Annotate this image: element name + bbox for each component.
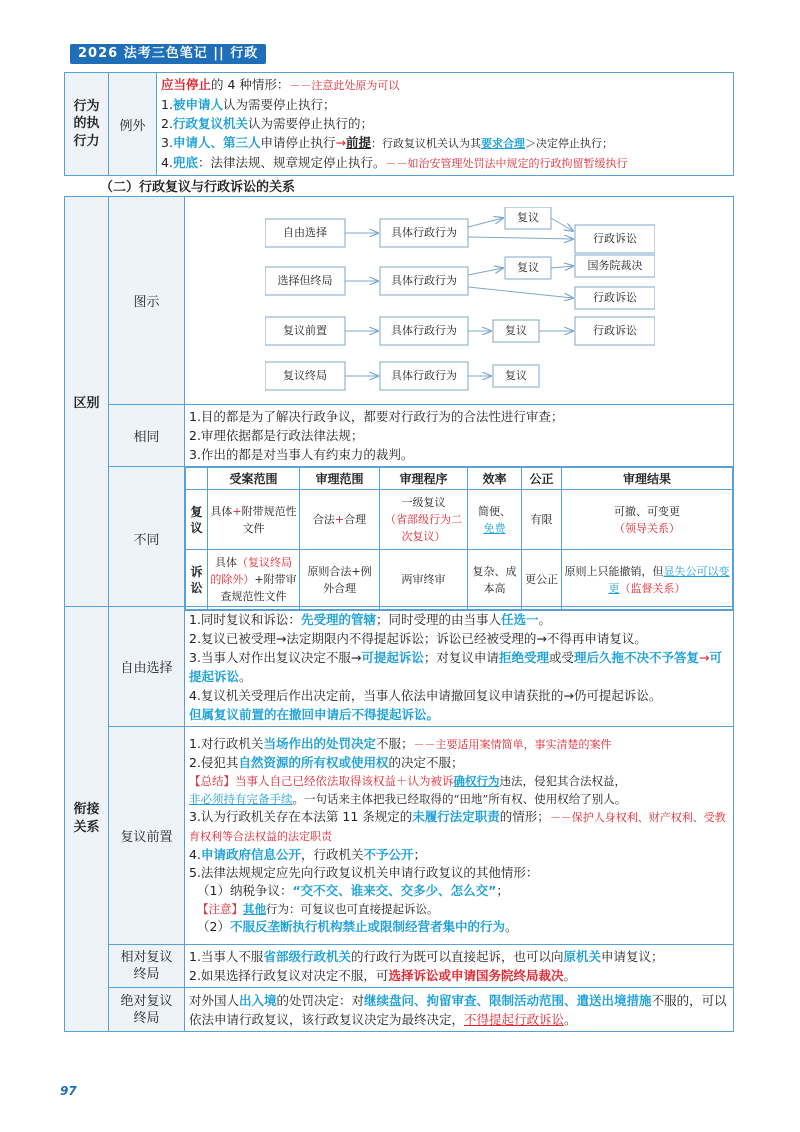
connection-table [64, 606, 734, 1032]
row-free-choice [265, 207, 655, 253]
suit-text-3: 行政诉讼 [593, 324, 637, 337]
row-suit-label: 诉讼 [186, 550, 208, 610]
suit-text-2: 行政诉讼 [593, 291, 637, 304]
specific-act-text-1: 具体行政行为 [391, 226, 457, 239]
free-choice-text: 自由选择 [283, 226, 327, 239]
col-fairness: 公正 [522, 468, 562, 490]
final-choice-text: 选择但终局 [277, 274, 333, 287]
compare-header-row [186, 468, 733, 490]
same-label: 相同 [109, 405, 185, 467]
free-choice-content: 1.同时复议和诉讼：先受理的管辖；同时受理的由当事人任选一。 2.复议已被受理→法定期限内不得提起诉讼；诉讼已经被受理的→不得再申请复议。 3.当事人对作出复议决定不服→可提起诉讼；对复议申请拒绝受理或受理后久拖不决不予答复→可提起诉讼。 4.复议机关受理后作出决定前，当事人依法申请撤回复议申请获批的→仍可提起诉讼。 但属复议前置的在撤回申请后不得提起诉讼。 [185, 607, 734, 727]
diagram-label: 图示 [109, 197, 185, 405]
relative-final-label: 相对复议终局 [109, 945, 185, 988]
section-title: （二）行政复议与行政诉讼的关系 [100, 180, 296, 195]
arrow-3 [468, 237, 573, 239]
absolute-final-label: 绝对复议终局 [109, 988, 185, 1032]
differ-label: 不同 [109, 467, 185, 611]
council-text: 国务院裁决 [587, 259, 643, 272]
compare-table [185, 467, 733, 610]
difference-table [64, 196, 734, 611]
page-number: 97 [60, 1084, 77, 1098]
pre-review-text: 复议前置 [283, 324, 327, 337]
difference-label: 区别 [65, 197, 109, 611]
header-banner: 2026 法考三色笔记 || 行政 [70, 44, 266, 64]
compare-row-suit: 诉讼 具体（复议终局的除外）+附带审查规范性文件 原则合法+例外合理 两审终审 复杂、成本高 更公正 原则上只能撤销，但显失公可以变更（监督关系） [186, 550, 733, 610]
row-review-label: 复议 [186, 490, 208, 550]
specific-act-text-3: 具体行政行为 [391, 324, 457, 337]
col-range: 审理范围 [300, 468, 380, 490]
compare-row-review: 复议 具体+附带规范性文件 合法+合理 一级复议 （省部级行为二次复议） 简便、 免费 有限 可撤、可变更 （领导关系） [186, 490, 733, 550]
row-final-choice [265, 255, 655, 309]
free-choice-label: 自由选择 [109, 607, 185, 727]
row-pre-review [265, 317, 655, 345]
same-content: 1.目的都是为了解决行政争议，都要对行政行为的合法性进行审查； 2.审理依据都是行政法律法规； 3.作出的都是对当事人有约束力的裁判。 [185, 405, 734, 467]
arrow-7 [551, 266, 573, 268]
col-scope: 受案范围 [208, 468, 300, 490]
specific-act-text-4: 具体行政行为 [391, 369, 457, 382]
arrow-2 [468, 218, 503, 227]
connection-label: 衔接关系 [65, 607, 109, 1032]
col-procedure: 审理程序 [380, 468, 468, 490]
suit-text-1: 行政诉讼 [593, 232, 637, 245]
final-review-text: 复议终局 [283, 369, 327, 382]
relative-final-content: 1.当事人不服省部级行政机关的行政行为既可以直接起诉，也可以向原机关申请复议； 2.如果选择行政复议对决定不服，可选择诉讼或申请国务院终局裁决。 [185, 945, 734, 988]
row-final-review [265, 362, 539, 390]
specific-act-text-2: 具体行政行为 [391, 274, 457, 287]
col-result: 审理结果 [562, 468, 733, 490]
diagram-cell [185, 197, 734, 405]
exception-label: 例外 [109, 73, 157, 176]
review-text-3: 复议 [505, 324, 527, 337]
review-text-2: 复议 [517, 261, 539, 274]
compare-cell [185, 467, 734, 611]
relationship-diagram [265, 207, 655, 393]
review-text-4: 复议 [505, 369, 527, 382]
pre-review-content: 1.对行政机关当场作出的处罚决定不服；－－主要适用案情简单，事实清楚的案件 2.侵犯其自然资源的所有权或使用权的决定不服； 【总结】当事人自己已经依法取得该权益＋认为被诉确权行为违法，侵犯其合法权益， 非必须持有完备手续。一句话来主体把我已经取得的“田地”所有权、使用权给了别人。 3.认为行政机关存在本法第 11 条规定的未履行法定职责的情形；－－保护人身权利、财产权利、受教育权利等合法权益的法定职责 4.申请政府信息公开，行政机关不予公开； 5.法律法规规定应先向行政复议机关申请行政复议的其他情形： （1）纳税争议：“交不交、谁来交、交多少、怎么交”； 【注意】其他行为：可复议也可直接提起诉讼。 （2）不服反垄断执行机构禁止或限制经营者集中的行为。 [185, 727, 734, 945]
arrow-8 [468, 287, 573, 298]
review-text-1: 复议 [517, 211, 539, 224]
execution-table [64, 72, 734, 176]
exception-content: 应当停止的 4 种情形：－－注意此处原为可以 1.被申请人认为需要停止执行； 2.行政复议机关认为需要停止执行的； 3.申请人、第三人申请停止执行→前提：行政复议机关认为其要求合理＞决定停止执行； 4.兜底：法律法规、规章规定停止执行。－－如治安管理处罚法中规定的行政拘留暂缓执行 [157, 73, 734, 176]
pre-review-label: 复议前置 [109, 727, 185, 945]
execution-label: 行为的执行力 [65, 73, 109, 176]
col-efficiency: 效率 [468, 468, 522, 490]
arrow-6 [468, 268, 503, 275]
arrow-4 [551, 218, 573, 231]
absolute-final-content: 对外国人出入境的处罚决定：对继续盘问、拘留审查、限制活动范围、遣送出境措施不服的，可以依法申请行政复议，该行政复议决定为最终决定，不得提起行政诉讼。 [185, 988, 734, 1032]
